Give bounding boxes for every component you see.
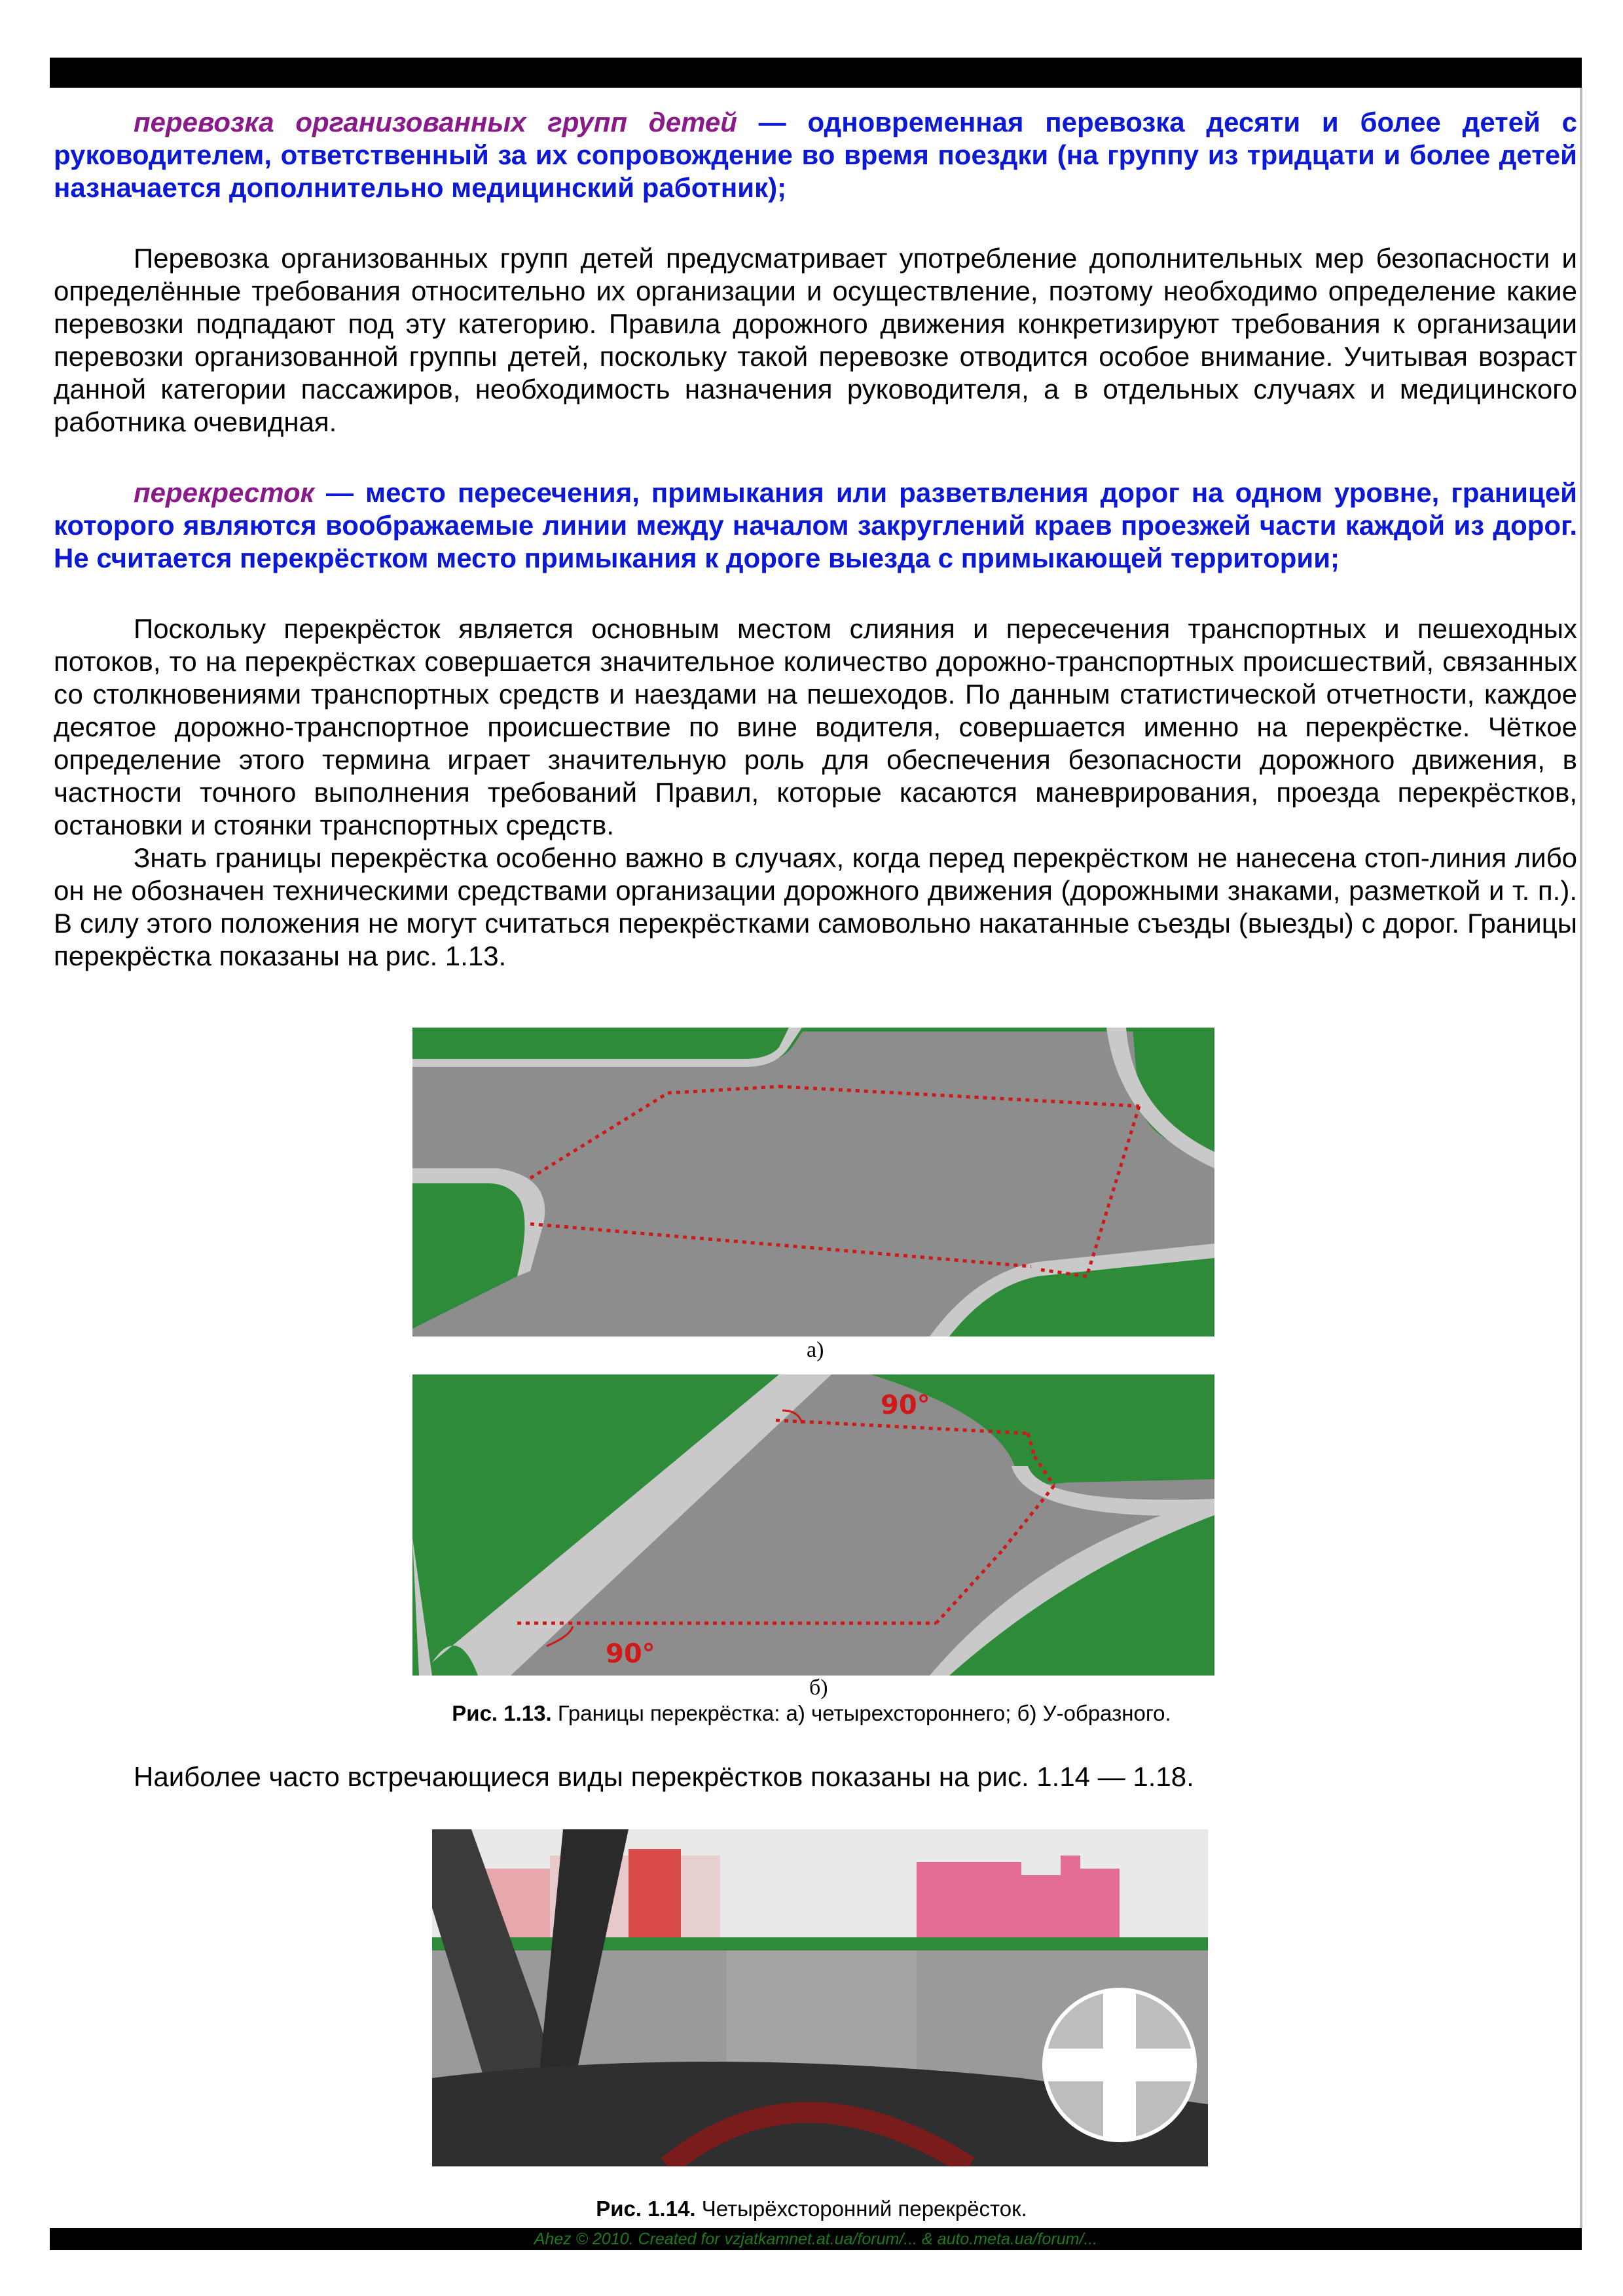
term-intersection: перекресток xyxy=(134,477,314,508)
bottom-black-bar xyxy=(50,2228,1582,2250)
caption-number-1-14: Рис. 1.14. xyxy=(596,2197,696,2221)
footer-credit: Ahez © 2010. Created for vzjatkamnet.at.ua/forum/... & auto.meta.ua/forum/... xyxy=(534,2230,1098,2248)
figure-4way-driver-view xyxy=(432,1829,1208,2166)
definition-text-intersection: — место пересечения, примыкания или разветвления дорог на одном уровне, границей которого являются воображаемые линии между началом закруглений краев проезжей части каждой из дорог. Не считается перекрёстком место примыкания к дороге выезда с примыкающей территории; xyxy=(54,477,1577,573)
figure-y-intersection xyxy=(412,1374,1214,1676)
caption-number-1-13: Рис. 1.13. xyxy=(452,1701,552,1725)
definition-children-transport xyxy=(54,106,1577,204)
caption-text-1-14: Четырёхсторонний перекрёсток. xyxy=(695,2197,1027,2221)
figure-label-a: а) xyxy=(807,1338,824,1362)
figure-label-b: б) xyxy=(809,1676,828,1700)
figure-1-14-caption xyxy=(0,2196,1623,2222)
top-black-bar xyxy=(50,58,1582,88)
definition-intersection xyxy=(54,476,1577,575)
grass-top-left xyxy=(412,1028,805,1064)
term-children-groups: перевозка организованных групп детей xyxy=(134,107,737,137)
paragraph-intersection-borders: Знать границы перекрёстка особенно важно в случаях, когда перед перекрёстком не нанесена стоп-линия либо он не обозначен техническими средствами организации дорожного движения (дорожными знаками, разметкой и т. п.). В силу этого положения не могут считаться перекрёстками самовольно накатанные съезды (выезды) с дорог. Границы перекрёстка показаны на рис. 1.13. xyxy=(54,842,1577,971)
right-margin-line xyxy=(1580,88,1582,2228)
figure-4way-intersection xyxy=(412,1028,1214,1336)
page-body xyxy=(54,106,1577,973)
paragraph-intersection-safety: Поскольку перекрёсток является основным местом слияния и пересечения транспортных и пешеходных потоков, то на перекрёстках совершается значительное количество дорожно-транспортных происшествий, связанных со столкновениями транспортных средств и наездами на пешеходов. По данным статистической отчетности, каждое десятое дорожно-транспортное происшествие по вине водителя, совершается именно на перекрёстке. Чёткое определение этого термина играет значительную роль для обеспечения безопасности дорожного движения, в частности точного выполнения требований Правил, которые касаются маневрирования, проезда перекрёстков, остановки и стоянки транспортных средств. xyxy=(54,613,1577,840)
figure-1-13-caption xyxy=(0,1700,1623,1727)
paragraph-children-transport: Перевозка организованных групп детей предусматривает употребление дополнительных мер безопасности и определённые требования относительно их организации и осуществление, поэтому необходимо определение какие перевозки подпадают под эту категорию. Правила дорожного движения конкретизируют требования к организации перевозки организованной группы детей, поскольку такой перевозке отводится особое внимание. Учитывая возраст данной категории пассажиров, необходимость назначения руководителя, а в отдельных случаях и медицинского работника очевидная. xyxy=(54,243,1577,437)
angle-label-top: 90° xyxy=(881,1390,930,1420)
angle-label-bottom: 90° xyxy=(606,1639,655,1669)
paragraph-intersection-types: Наиболее часто встречающиеся виды перекрёстков показаны на рис. 1.14 — 1.18. xyxy=(134,1761,1194,1792)
definition-text-children: — одновременная перевозка десяти и более детей с руководителем, ответственный за их сопровождение во время поездки (на группу из тридцати и более детей назначается дополнительно медицинский работник); xyxy=(54,107,1578,203)
caption-text-1-13: Границы перекрёстка: а) четырехстороннего; б) У-образного. xyxy=(551,1701,1171,1725)
